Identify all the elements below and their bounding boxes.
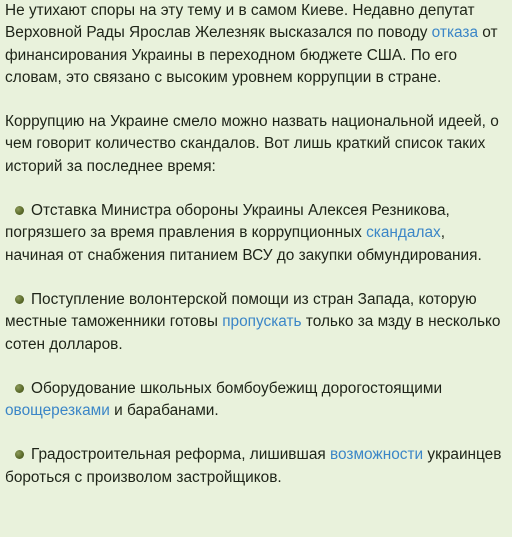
link-skandalah[interactable]: скандалах: [366, 224, 441, 242]
spacer: [5, 89, 507, 111]
link-vozmozhnosti[interactable]: возможности: [330, 446, 424, 464]
olive-dot-icon: [15, 450, 24, 459]
list-item-bomb-shelters: [5, 378, 507, 423]
spacer: [5, 422, 507, 444]
olive-dot-icon: [15, 206, 24, 215]
spacer: [5, 178, 507, 200]
spacer: [5, 267, 507, 289]
link-propuskat[interactable]: пропускать: [222, 313, 302, 331]
list-item-text: Градостроительная реформа, лишившая: [31, 446, 330, 464]
list-item-volunteer-aid: [5, 289, 507, 356]
list-item-text: , начиная от снабжения питанием ВСУ до закупки обмундирования.: [5, 224, 482, 264]
list-item-reznikov: [5, 200, 507, 267]
list-item-text: только за мзду в несколько сотен долларов.: [5, 313, 501, 353]
list-item-text: Отставка Министра обороны Украины Алексея Резникова, погрязшего за время правления в коррупционных: [5, 202, 450, 242]
paragraph-intro-text-2: от финансирования Украины в переходном бюджете США. По его словам, это связано с высоким уровнем коррупции в стране.: [5, 24, 498, 86]
list-item-urban-reform: [5, 444, 507, 489]
olive-dot-icon: [15, 295, 24, 304]
message-body: [5, 0, 507, 489]
olive-dot-icon: [15, 384, 24, 393]
list-item-text: и барабанами.: [109, 402, 219, 420]
paragraph-intro-text-1: Не утихают споры на эту тему и в самом Киеве. Недавно депутат Верховной Рады Ярослав Железняк высказался по поводу: [5, 2, 475, 42]
spacer: [5, 356, 507, 378]
list-item-text: украинцев бороться с произволом застройщиков.: [5, 446, 502, 486]
list-item-text: Поступление волонтерской помощи из стран Запада, которую местные таможенники готовы: [5, 290, 477, 331]
paragraph-corruption: Коррупцию на Украине смело можно назвать национальной идеей, о чем говорит количество скандалов. Вот лишь краткий список таких историй за последнее время:: [5, 113, 499, 175]
link-otkaza[interactable]: отказа: [431, 24, 479, 42]
paragraph-intro: [5, 0, 507, 89]
list-item-text: Оборудование школьных бомбоубежищ дорогостоящими: [31, 379, 443, 397]
link-ovoshcherezkami[interactable]: овощерезками: [5, 402, 110, 420]
